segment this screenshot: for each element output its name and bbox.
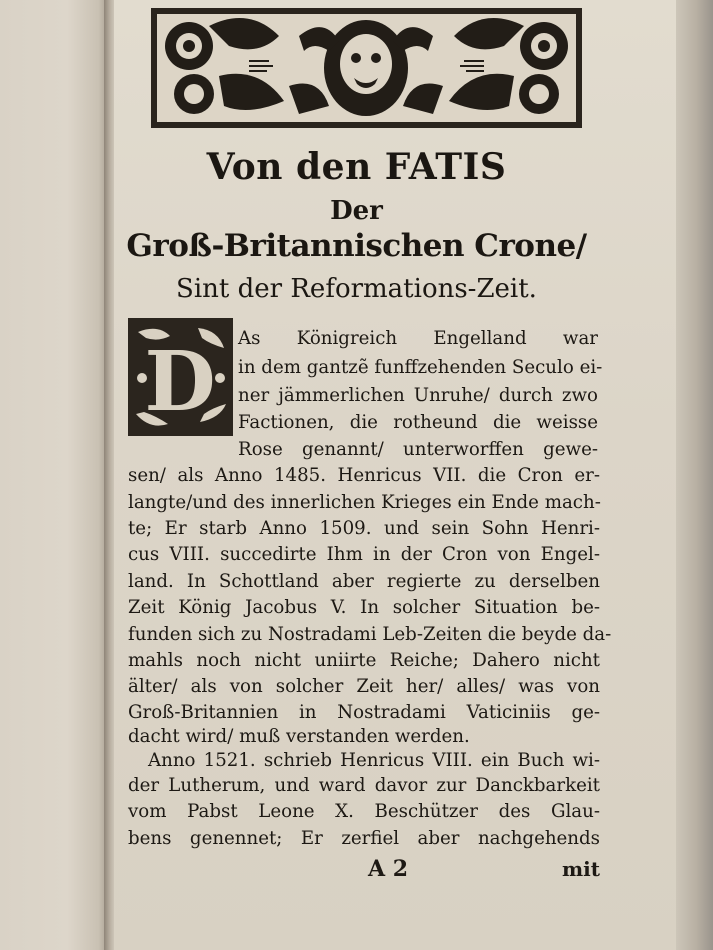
text-line: in dem gantzẽ funffzehenden Seculo ei- bbox=[238, 357, 603, 378]
text-line: älter/ als von solcher Zeit her/ alles/ was von bbox=[128, 676, 600, 697]
text-line: mahls noch nicht uniirte Reiche; Dahero nicht bbox=[128, 650, 600, 671]
text-line: As Königreich Engelland war bbox=[238, 328, 598, 349]
text-line: bens genennet; Er zerfiel aber nachgehends bbox=[128, 828, 600, 849]
woodcut-headpiece-ornament bbox=[149, 6, 584, 130]
decorated-initial-d bbox=[128, 318, 233, 436]
title-line-3: Groß-Britannischen Crone/ bbox=[126, 228, 587, 264]
text-line: Groß-Britannien in Nostradami Vaticiniis ge- bbox=[128, 702, 600, 723]
text-line: funden sich zu Nostradami Leb-Zeiten die beyde da- bbox=[128, 624, 612, 645]
page-edge bbox=[676, 0, 713, 950]
catchword: mit bbox=[562, 857, 600, 881]
text-line: Factionen, die rotheund die weisse bbox=[238, 412, 598, 433]
text-line: cus VIII. succedirte Ihm in der Cron von Engel- bbox=[128, 544, 600, 565]
text-line: vom Pabst Leone X. Beschützer des Glau- bbox=[128, 801, 600, 822]
text-line: land. In Schottland aber regierte zu derselben bbox=[128, 571, 600, 592]
text-line: Rose genannt/ unterworffen gewe- bbox=[238, 439, 598, 460]
text-line: ner jämmerlichen Unruhe/ durch zwo bbox=[238, 385, 598, 406]
text-line: Anno 1521. schrieb Henricus VIII. ein Buch wi- bbox=[148, 750, 600, 771]
text-line: te; Er starb Anno 1509. und sein Sohn Henri- bbox=[128, 518, 600, 539]
text-line: der Lutherum, und ward davor zur Danckbarkeit bbox=[128, 775, 600, 796]
text-line: dacht wird/ muß verstanden werden. bbox=[128, 726, 470, 747]
title-line-2: Der bbox=[330, 196, 383, 226]
left-facing-page bbox=[0, 0, 112, 950]
title-line-1: Von den FATIS bbox=[206, 146, 507, 188]
initial-letter: D bbox=[144, 334, 216, 430]
text-line: langte/und des innerlichen Krieges ein Ende mach- bbox=[128, 492, 601, 513]
text-line: Zeit König Jacobus V. In solcher Situation be- bbox=[128, 597, 600, 618]
signature-mark: A 2 bbox=[368, 856, 409, 882]
text-line: sen/ als Anno 1485. Henricus VII. die Cron er- bbox=[128, 465, 600, 486]
title-line-4: Sint der Reformations-Zeit. bbox=[176, 274, 537, 304]
